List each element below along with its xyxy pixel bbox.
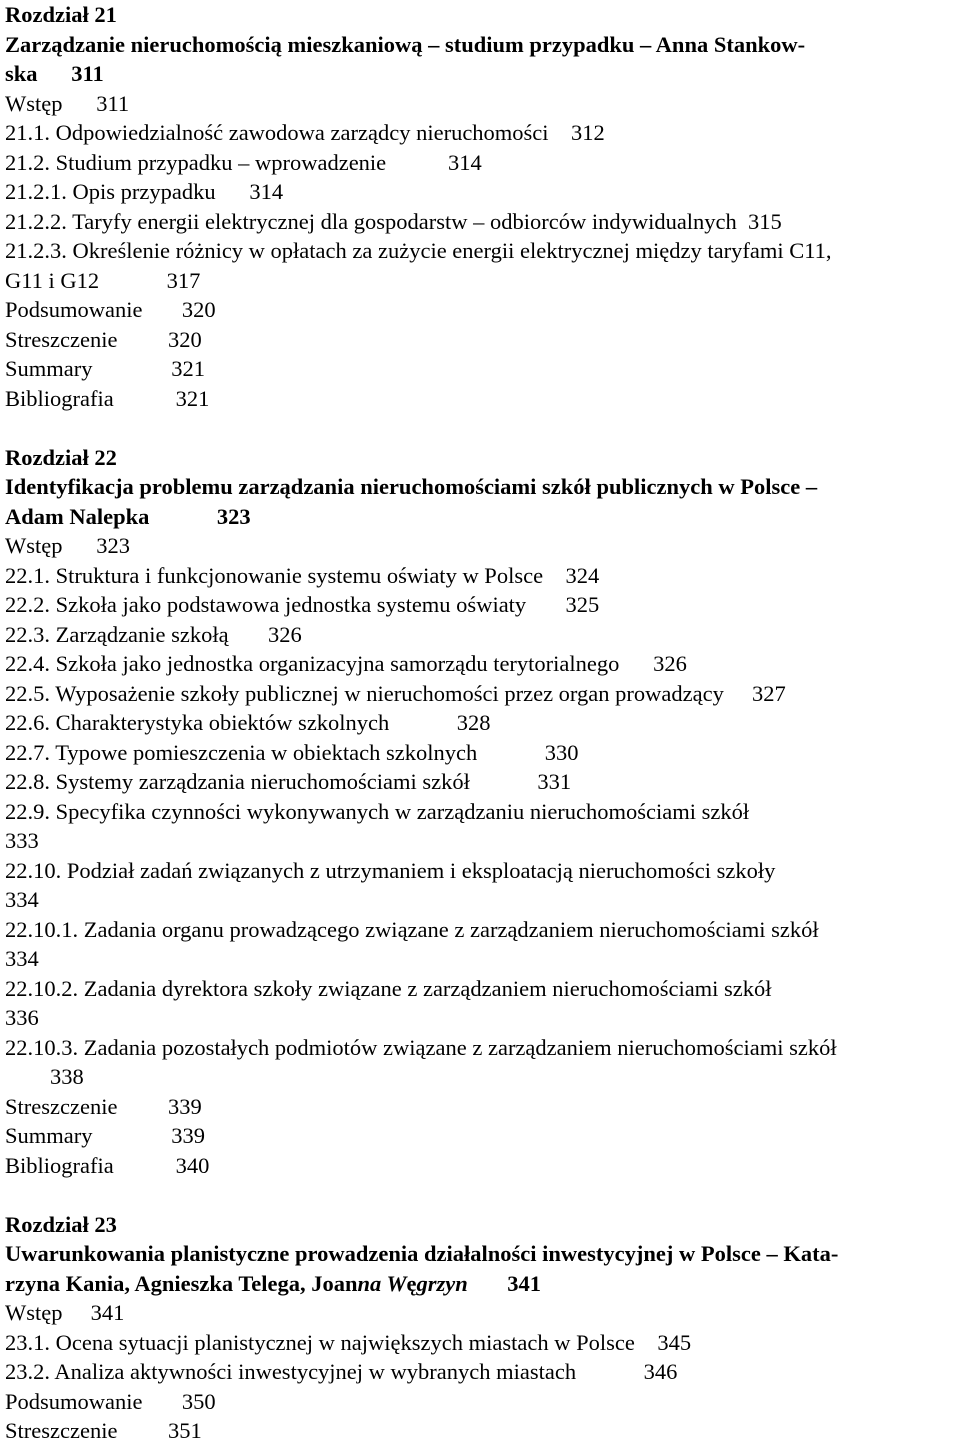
chapter-title-segment: ę xyxy=(406,1270,417,1296)
toc-entry: 336 xyxy=(5,1005,39,1030)
toc-entry: 22.10.2. Zadania dyrektora szkoły związane z zarządzaniem nieruchomościami szkół xyxy=(5,975,772,1001)
toc-entry: 22.5. Wyposażenie szkoły publicznej w nieruchomości przez organ prowadzący 327 xyxy=(5,680,786,706)
toc-entry: G11 i G12 317 xyxy=(5,267,201,293)
toc-entry: 23.2. Analiza aktywności inwestycyjnej w wybranych miastach 346 xyxy=(5,1359,678,1384)
chapter-title-segment: grzyn xyxy=(416,1270,468,1296)
toc-entry: 22.4. Szkoła jako jednostka organizacyjna samorządu terytorialnego 326 xyxy=(5,651,687,676)
toc-entry: Bibliografia 321 xyxy=(5,385,210,411)
toc-entry: 22.8. Systemy zarządzania nieruchomościami szkół 331 xyxy=(5,769,572,794)
toc-entry: 21.1. Odpowiedzialność zawodowa zarządcy nieruchomości 312 xyxy=(5,120,605,145)
toc-entry: 21.2.2. Taryfy energii elektrycznej dla gospodarstw – odbiorców indywidualnych 315 xyxy=(5,208,782,234)
toc-entry: Wstęp 311 xyxy=(5,90,130,116)
chapter-heading: Rozdział 23 xyxy=(5,1211,117,1237)
toc-entry: Streszczenie 320 xyxy=(5,326,202,352)
toc-entry: 22.2. Szkoła jako podstawowa jednostka systemu oświaty 325 xyxy=(5,592,600,617)
toc-entry: Streszczenie 351 xyxy=(5,1418,202,1443)
chapter-title-line: Uwarunkowania planistyczne prowadzenia działalności inwestycyjnej w Polsce – Kata- xyxy=(5,1241,839,1266)
toc-entry: Wstęp 323 xyxy=(5,533,130,558)
toc-entry: 22.10.1. Zadania organu prowadzącego związane z zarządzaniem nieruchomościami szkół xyxy=(5,916,819,942)
toc-entry: 21.2.1. Opis przypadku 314 xyxy=(5,179,284,204)
toc-entry: 22.10. Podział zadań związanych z utrzymaniem i eksploatacją nieruchomości szkoły xyxy=(5,857,776,883)
toc-entry: 338 xyxy=(5,1064,84,1089)
toc-entry: 22.7. Typowe pomieszczenia w obiektach szkolnych 330 xyxy=(5,739,579,765)
toc-entry: 22.10.3. Zadania pozostałych podmiotów związane z zarządzaniem nieruchomościami szkół xyxy=(5,1034,837,1060)
chapter-heading: Rozdział 22 xyxy=(5,444,117,470)
chapter-title-segment: na W xyxy=(357,1270,407,1296)
toc-entry: 333 xyxy=(5,828,39,853)
toc-entry: 23.1. Ocena sytuacji planistycznej w największych miastach w Polsce 345 xyxy=(5,1329,692,1355)
chapter-heading: Rozdział 21 xyxy=(5,2,117,27)
toc-entry: 22.1. Struktura i funkcjonowanie systemu oświaty w Polsce 324 xyxy=(5,562,600,588)
toc-entry: Podsumowanie 320 xyxy=(5,297,216,322)
toc-entry: 334 xyxy=(5,887,39,912)
chapter-title-line: Zarządzanie nieruchomością mieszkaniową – studium przypadku – Anna Stankow- xyxy=(5,31,806,57)
chapter-title-line: Adam Nalepka 323 xyxy=(5,503,251,529)
toc-entry: Wstęp 341 xyxy=(5,1300,125,1325)
chapter-title-line: ska 311 xyxy=(5,61,104,86)
toc-entry: 22.9. Specyfika czynności wykonywanych w zarządzaniu nieruchomościami szkół xyxy=(5,798,750,824)
toc-entry: Summary 339 xyxy=(5,1123,205,1148)
chapter-title-segment: 341 xyxy=(467,1270,541,1296)
toc-entry: 334 xyxy=(5,946,39,971)
chapter-title-line xyxy=(5,1269,541,1299)
chapter-title-line: Identyfikacja problemu zarządzania nieruchomościami szkół publicznych w Polsce – xyxy=(5,474,818,499)
toc-entry: 21.2. Studium przypadku – wprowadzenie 314 xyxy=(5,149,482,175)
toc-entry: 21.2.3. Określenie różnicy w opłatach za zużycie energii elektrycznej między taryfami C11, xyxy=(5,238,832,263)
toc-entry: 22.6. Charakterystyka obiektów szkolnych 328 xyxy=(5,710,491,735)
toc-entry: Summary 321 xyxy=(5,356,205,381)
toc-entry: Podsumowanie 350 xyxy=(5,1388,216,1414)
chapter-title-segment: rzyna Kania, Agnieszka Telega, Joan xyxy=(5,1270,358,1296)
toc-entry: 22.3. Zarządzanie szkołą 326 xyxy=(5,621,302,647)
toc-entry: Bibliografia 340 xyxy=(5,1152,210,1178)
toc-entry: Streszczenie 339 xyxy=(5,1093,202,1119)
